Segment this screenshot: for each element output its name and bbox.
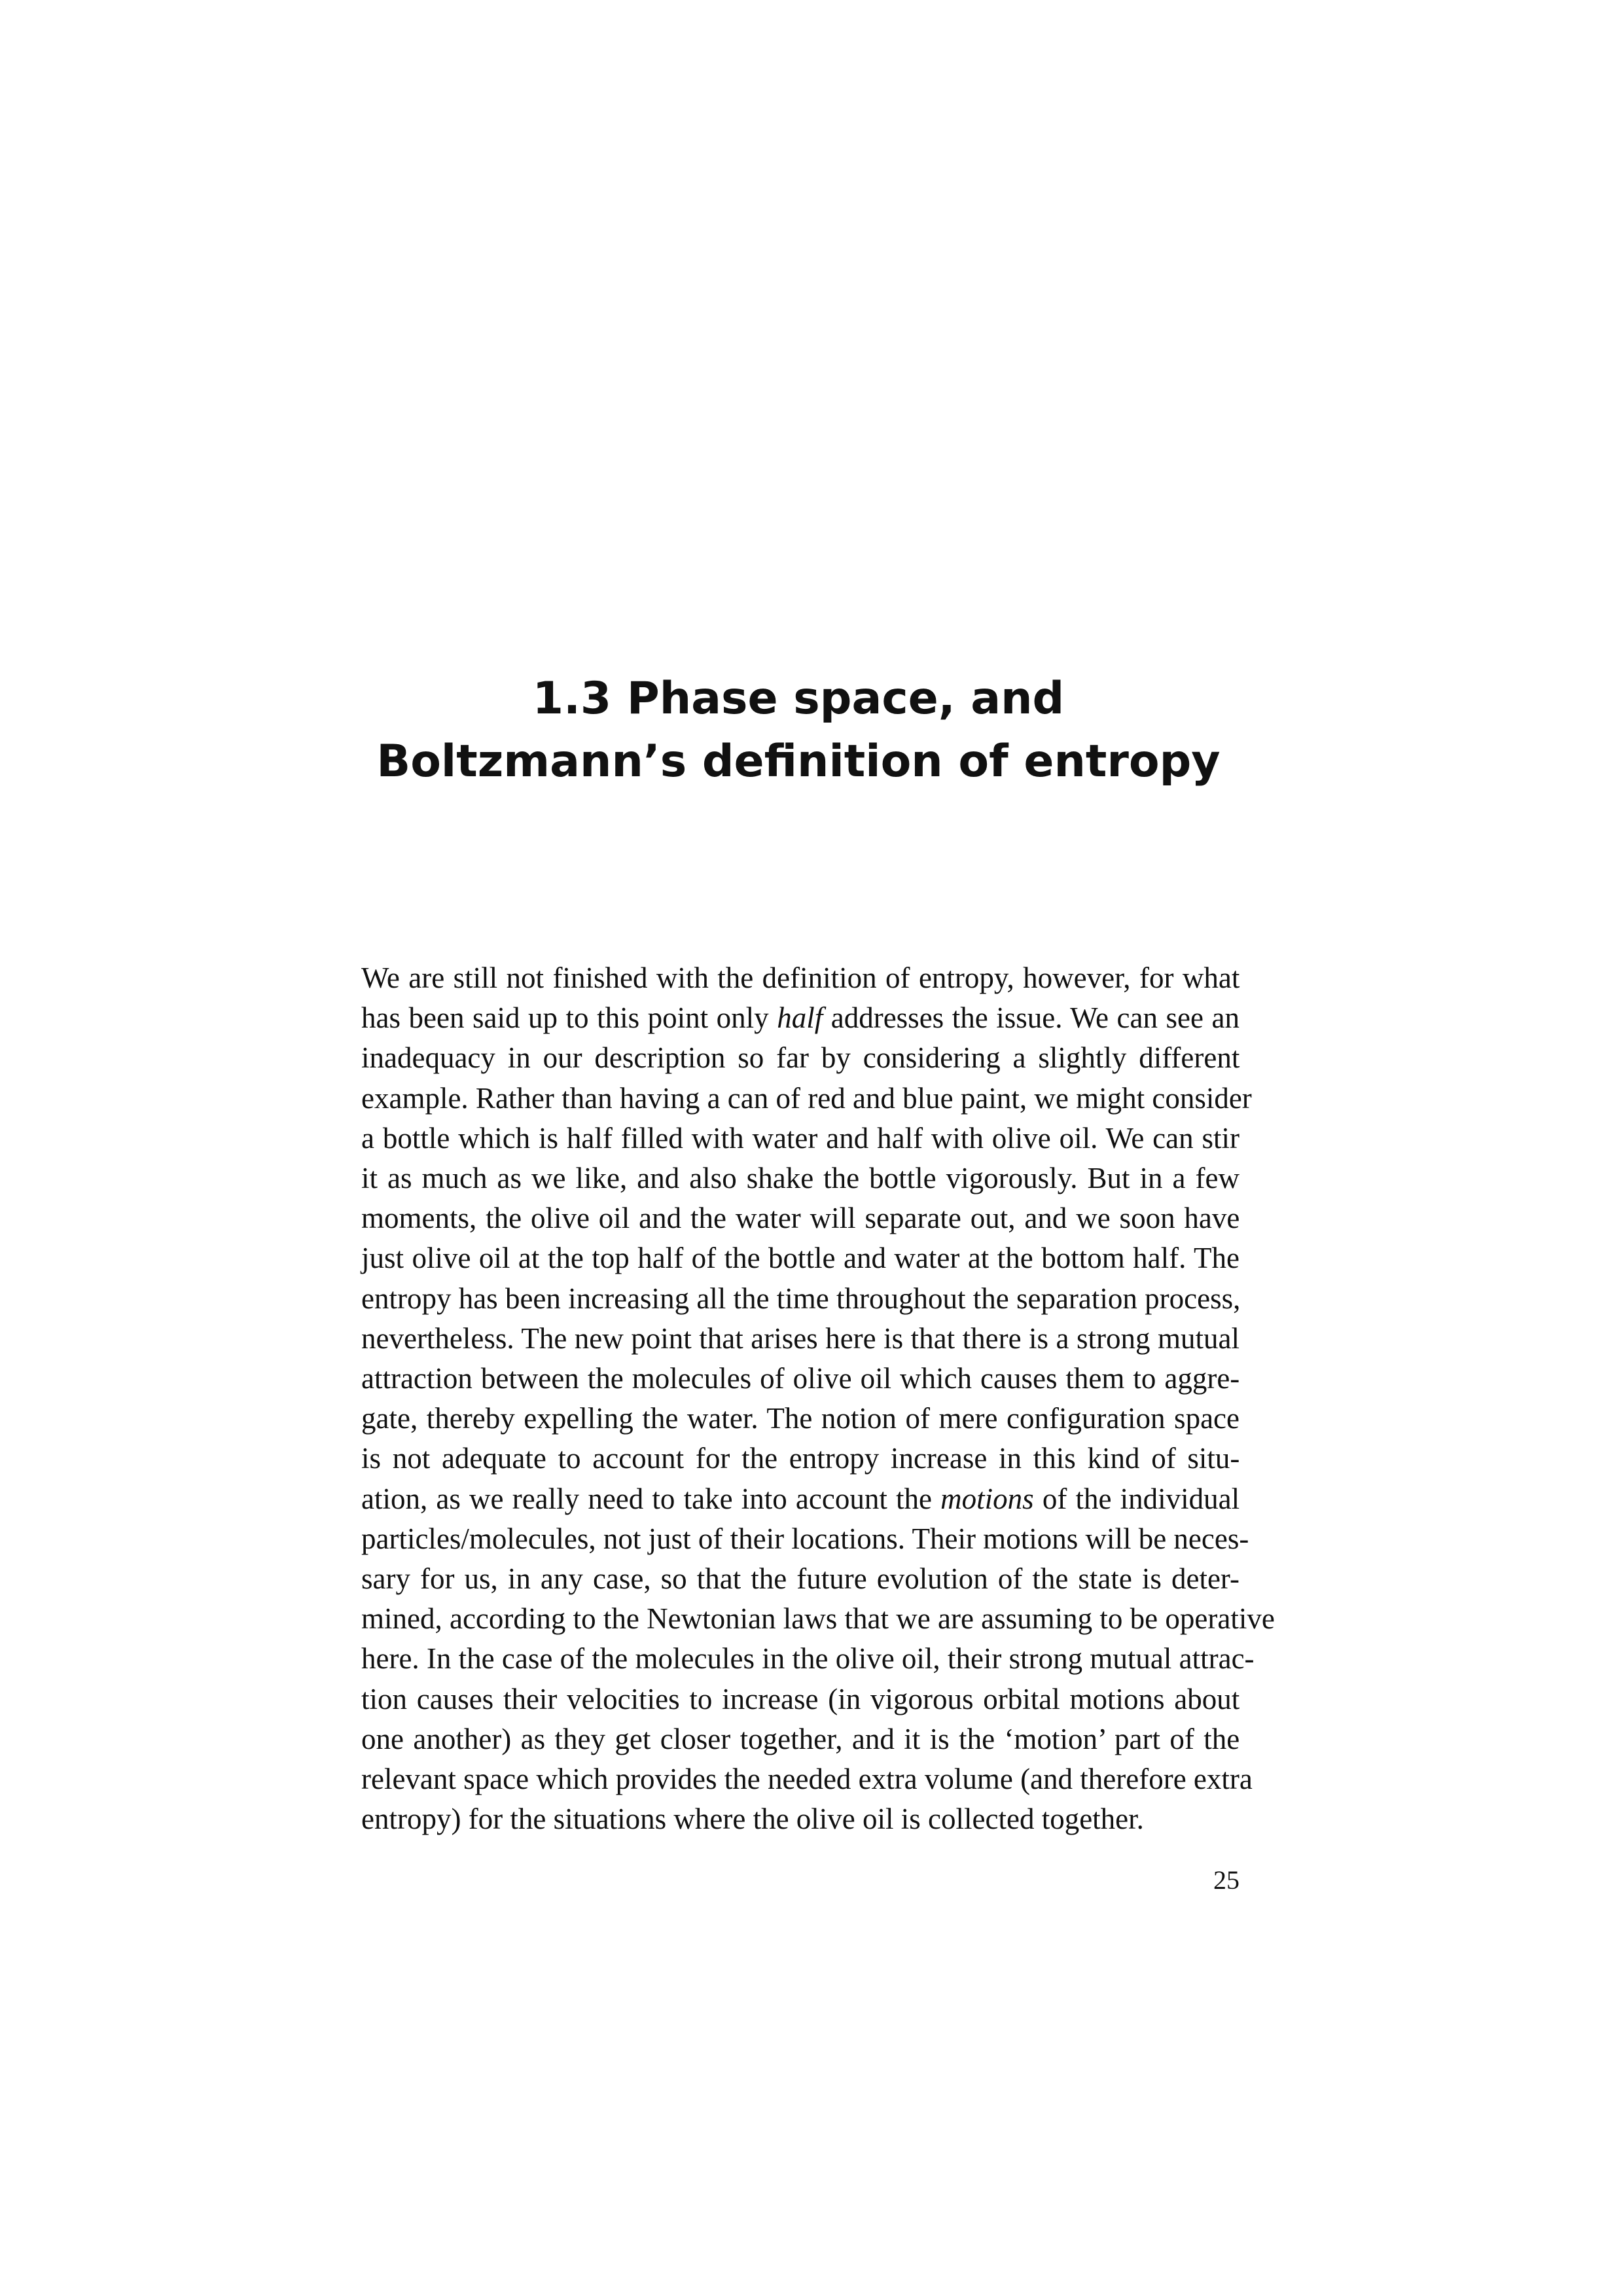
text-line: relevant space which provides the needed extra volume (and therefore extra (361, 1763, 1253, 1796)
text-line: entropy has been increasing all the time throughout the separation process, (361, 1282, 1241, 1315)
text-line: sary for us, in any case, so that the future evolution of the state is deter- (361, 1562, 1240, 1596)
text-line: tion causes their velocities to increase (in vigorous orbital motions about (361, 1682, 1240, 1715)
text-line: just olive oil at the top half of the bottle and water at the bottom half. The (361, 1242, 1240, 1275)
section-title-line-1: 1.3 Phase space, and (532, 673, 1065, 725)
text-line: it as much as we like, and also shake the bottle vigorously. But in a few (361, 1162, 1240, 1195)
text-line: moments, the olive oil and the water will separate out, and we soon have (361, 1202, 1240, 1235)
text-line: We are still not finished with the definition of entropy, however, for what (361, 961, 1240, 994)
text-line: has been said up to this point only half addresses the issue. We can see an (361, 1001, 1240, 1035)
section-title (360, 668, 1237, 793)
text-line: ation, as we really need to take into account the motions of the individual (361, 1482, 1240, 1515)
text-line: a bottle which is half filled with water and half with olive oil. We can stir (361, 1121, 1240, 1155)
section-title-line-2: Boltzmann’s definition of entropy (376, 736, 1221, 787)
text-line: attraction between the molecules of olive oil which causes them to aggre- (361, 1362, 1240, 1395)
text-line: here. In the case of the molecules in the olive oil, their strong mutual attrac- (361, 1642, 1255, 1676)
emphasis-half: half (777, 1001, 823, 1035)
text-line: particles/molecules, not just of their locations. Their motions will be neces- (361, 1522, 1249, 1555)
text-line: example. Rather than having a can of red and blue paint, we might consider (361, 1081, 1252, 1115)
page-number: 25 (1213, 1865, 1240, 1895)
text-line: is not adequate to account for the entropy increase in this kind of situ- (361, 1442, 1240, 1475)
text-line: gate, thereby expelling the water. The notion of mere configuration space (361, 1402, 1240, 1435)
text-line: one another) as they get closer together, and it is the ‘motion’ part of the (361, 1722, 1240, 1755)
body-paragraph (361, 958, 1275, 1839)
text-line: entropy) for the situations where the olive oil is collected together. (361, 1803, 1144, 1836)
text-line: mined, according to the Newtonian laws that we are assuming to be operative (361, 1602, 1275, 1636)
text-line: inadequacy in our description so far by considering a slightly different (361, 1041, 1240, 1075)
text-line: nevertheless. The new point that arises here is that there is a strong mutual (361, 1321, 1240, 1355)
emphasis-motions: motions (940, 1482, 1034, 1515)
